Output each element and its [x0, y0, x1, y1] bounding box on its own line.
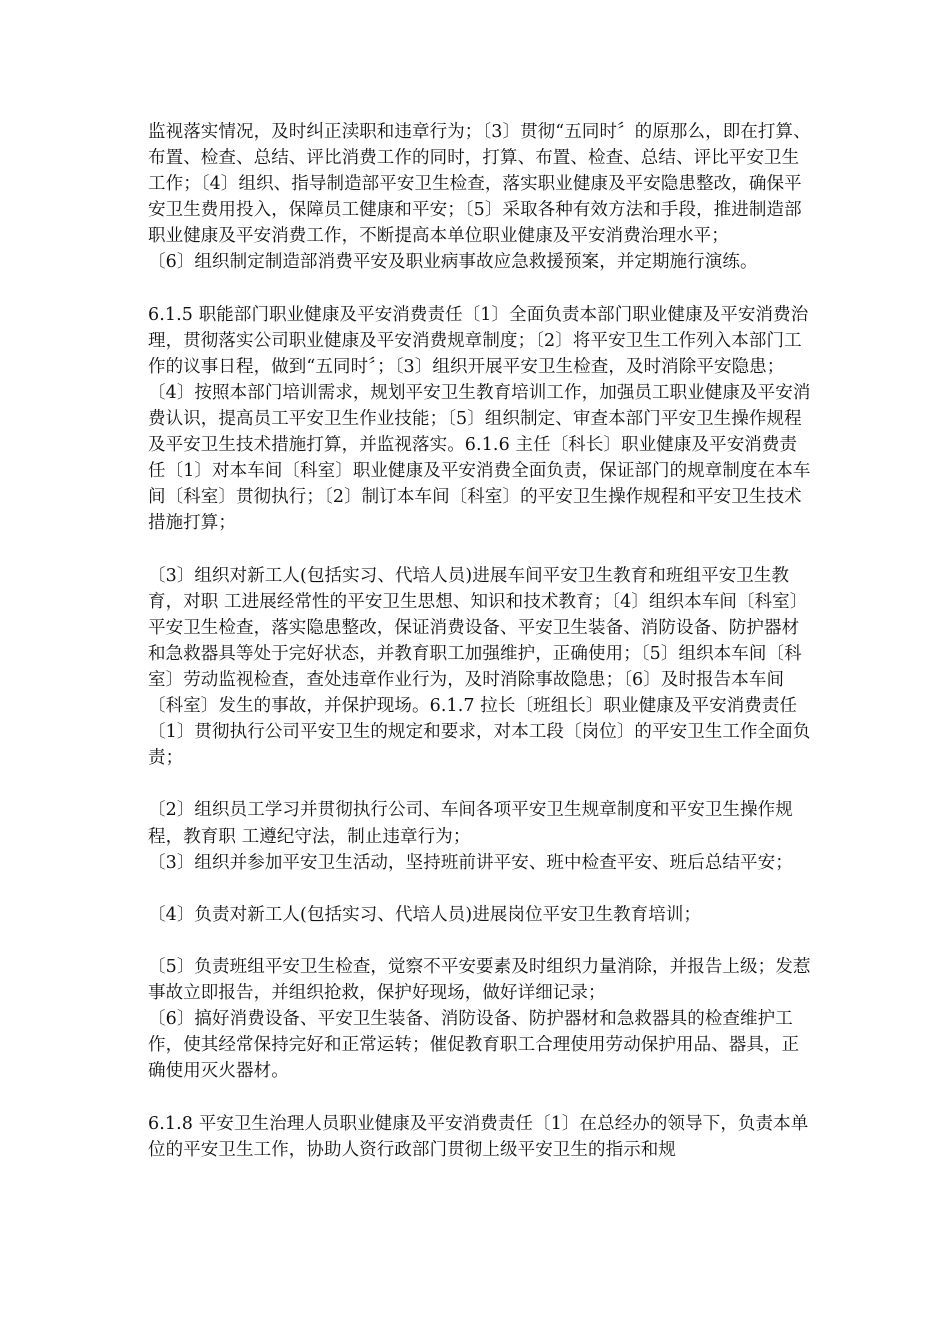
paragraph-10: 6.1.8 平安卫生治理人员职业健康及平安消费责任〔1〕在总经办的领导下，负责本单位的平安卫生工作，协助人资行政部门贯彻上级平安卫生的指示和规	[148, 1113, 809, 1160]
paragraph-9: 〔6〕搞好消费设备、平安卫生装备、消防设备、防护器材和急救器具的检查维护工作，使其经常保持完好和正常运转；催促教育职工合理使用劳动保护用品、器具，正确使用灭火器材。	[148, 1009, 800, 1082]
paragraph-5: 〔2〕组织员工学习并贯彻执行公司、车间各项平安卫生规章制度和平安卫生操作规程，教育职 工遵纪守法，制止违章行为；	[148, 800, 793, 847]
paragraph-gap	[148, 537, 813, 563]
paragraph-gap	[148, 276, 813, 302]
paragraph-8: 〔5〕负责班组平安卫生检查，觉察不平安要素及时组织力量消除，并报告上级；发惹事故立即报告，并组织抢救，保护好现场，做好详细记录；	[148, 957, 811, 1004]
paragraph-1: 监视落实情况，及时纠正渎职和违章行为；〔3〕贯彻“五同时〞的原那么，即在打算、布置、检查、总结、评比消费工作的同时，打算、布置、检查、总结、评比平安卫生工作；〔4〕组织、指导制造部平安卫生检查，落实职业健康及平安隐患整改，确保平安卫生费用投入，保障员工健康和平安；〔5〕采取各种有效方法和手段，推进制造部职业健康及平安消费工作，不断提高本单位职业健康及平安消费治理水平；	[148, 122, 811, 247]
paragraph-gap	[148, 1084, 813, 1110]
paragraph-gap	[148, 771, 813, 797]
paragraph-3: 6.1.5 职能部门职业健康及平安消费责任〔1〕全面负责本部门职业健康及平安消费治理，贯彻落实公司职业健康及平安消费规章制度；〔2〕将平安卫生工作列入本部门工作的议事日程，做到“五同时〞；〔3〕组织开展平安卫生检查，及时消除平安隐患；〔4〕按照本部门培训需求，规划平安卫生教育培训工作，加强员工职业健康及平安消费认识，提高员工平安卫生作业技能；〔5〕组织制定、审查本部门平安卫生操作规程及平安卫生技术措施打算，并监视落实。6.1.6 主任〔科长〕职业健康及平安消费责任〔1〕对本车间〔科室〕职业健康及平安消费全面负责，保证部门的规章制度在本车间〔科室〕贯彻执行；〔2〕制订本车间〔科室〕的平安卫生操作规程和平安卫生技术措施打算；	[148, 304, 811, 534]
paragraph-4: 〔3〕组织对新工人(包括实习、代培人员)进展车间平安卫生教育和班组平安卫生教育，对职 工进展经常性的平安卫生思想、知识和技术教育；〔4〕组织本车间〔科室〕平安卫生检查，落实隐患整改，保证消费设备、平安卫生装备、消防设备、防护器材和急救器具等处于完好状态，并教育职工加强维护，正确使用；〔5〕组织本车间〔科室〕劳动监视检查，查处违章作业行为，及时消除事故隐患；〔6〕及时报告本车间〔科室〕发生的事故，并保护现场。6.1.7 拉长〔班组长〕职业健康及平安消费责任〔1〕贯彻执行公司平安卫生的规定和要求，对本工段〔岗位〕的平安卫生工作全面负责；	[148, 565, 811, 769]
paragraph-2: 〔6〕组织制定制造部消费平安及职业病事故应急救援预案，并定期施行演练。	[148, 252, 758, 273]
paragraph-gap	[148, 876, 813, 902]
document-page	[148, 119, 813, 1163]
paragraph-6: 〔3〕组织并参加平安卫生活动，坚持班前讲平安、班中检查平安、班后总结平安；	[148, 852, 793, 873]
paragraph-gap	[148, 928, 813, 954]
paragraph-7: 〔4〕负责对新工人(包括实习、代培人员)进展岗位平安卫生教育培训；	[148, 904, 702, 925]
